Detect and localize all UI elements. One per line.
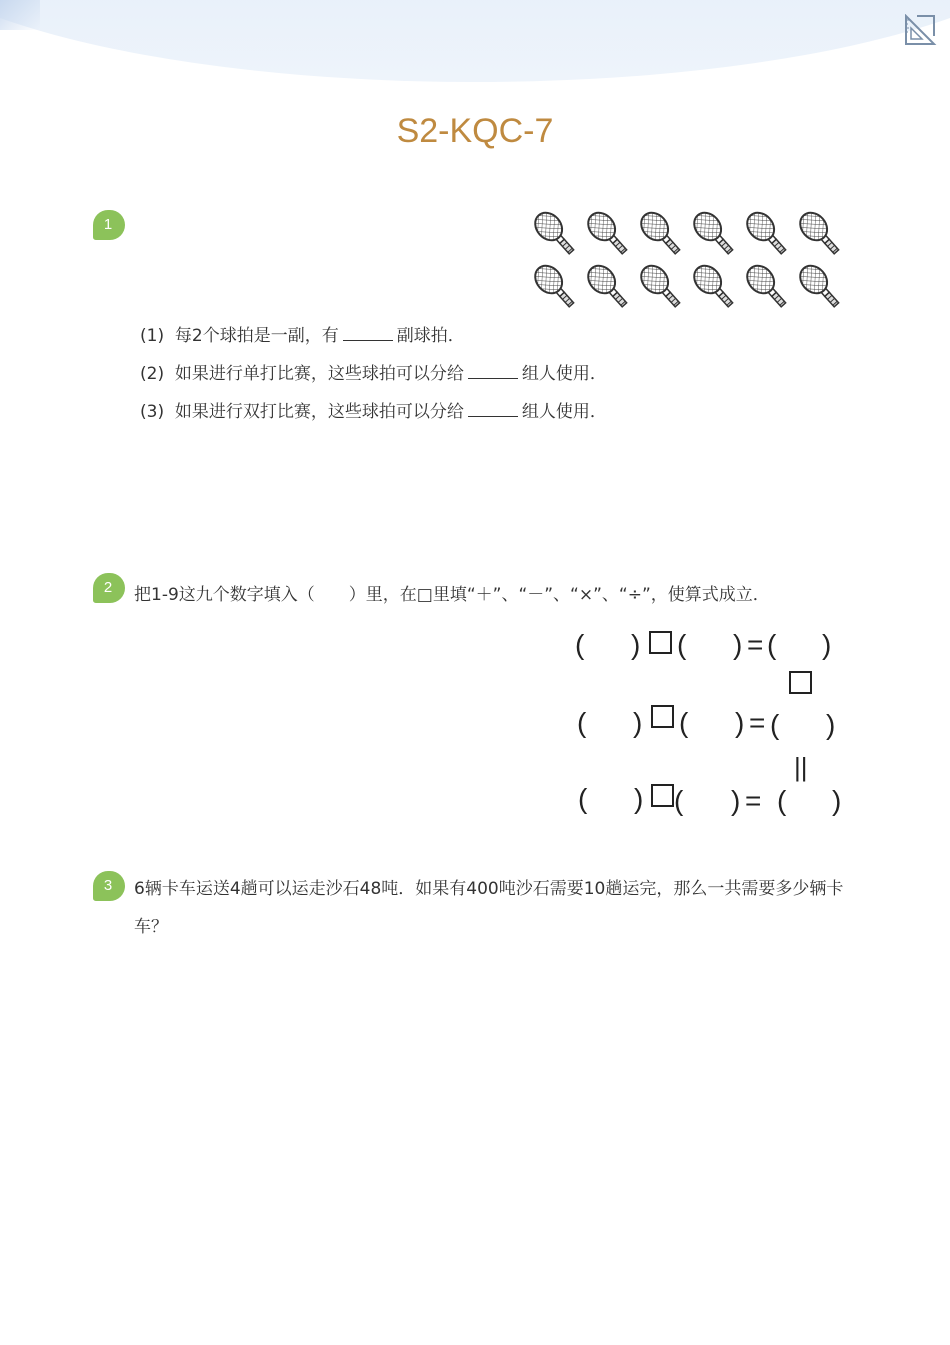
q1-part-1 xyxy=(140,321,465,346)
racket-illustration xyxy=(530,208,850,316)
close-paren: ) xyxy=(631,629,641,660)
tennis-racket-icon xyxy=(689,208,741,260)
answer-blank[interactable] xyxy=(468,402,518,417)
tennis-racket-icon xyxy=(530,208,582,260)
header-corner-shade xyxy=(0,0,40,30)
q2-prompt: 把1-9这九个数字填入（ ）里，在□里填“＋”、“－”、“×”、“÷”，使算式成立． xyxy=(134,585,770,605)
open-paren: ( xyxy=(575,629,585,660)
tennis-racket-icon xyxy=(636,261,688,313)
answer-blank[interactable] xyxy=(468,364,518,379)
equals-sign: = xyxy=(745,785,762,816)
tennis-racket-icon xyxy=(795,208,847,260)
close-paren: ) xyxy=(634,783,644,814)
q1-part-1-number: (1) xyxy=(140,326,165,346)
q1-part-2 xyxy=(140,359,607,384)
open-paren: ( xyxy=(770,709,780,740)
open-paren: ( xyxy=(767,629,777,660)
q1-part-3-number: (3) xyxy=(140,402,165,422)
open-paren: ( xyxy=(677,629,687,660)
close-paren: ) xyxy=(832,785,842,816)
answer-blank[interactable] xyxy=(343,326,393,341)
q1-part-1-text: 每2个球拍是一副，有 xyxy=(174,326,339,346)
operator-box[interactable] xyxy=(651,705,674,728)
q1-part-2-suffix: 组人使用． xyxy=(521,364,607,384)
q3-prompt: 6辆卡车运送4趟可以运走沙石48吨．如果有400吨沙石需要10趟运完，那么一共需要多少辆卡车？ xyxy=(134,879,844,937)
question-2-badge: 2 xyxy=(93,573,125,603)
open-paren: ( xyxy=(674,785,684,816)
tennis-racket-icon xyxy=(583,208,635,260)
tennis-racket-icon xyxy=(742,208,794,260)
equals-sign: = xyxy=(747,629,764,660)
open-paren: ( xyxy=(777,785,787,816)
tennis-racket-icon xyxy=(742,261,794,313)
tennis-racket-icon xyxy=(795,261,847,313)
operator-box[interactable] xyxy=(651,784,674,807)
page-title: S2-KQC-7 xyxy=(396,112,554,150)
close-paren: ) xyxy=(731,785,741,816)
q1-part-2-text: 如果进行单打比赛，这些球拍可以分给 xyxy=(174,364,464,384)
operator-box[interactable] xyxy=(649,631,672,654)
question-3-badge: 3 xyxy=(93,871,125,901)
close-paren: ) xyxy=(733,629,743,660)
close-paren: ) xyxy=(826,709,836,740)
q1-part-3 xyxy=(140,397,607,422)
open-paren: ( xyxy=(578,783,588,814)
question-1-badge: 1 xyxy=(93,210,125,240)
q1-part-3-text: 如果进行双打比赛，这些球拍可以分给 xyxy=(174,402,464,422)
close-paren: ) xyxy=(822,629,832,660)
open-paren: ( xyxy=(577,707,587,738)
close-paren: ) xyxy=(735,707,745,738)
tennis-racket-icon xyxy=(530,261,582,313)
triangle-ruler-icon xyxy=(903,14,937,46)
q1-part-2-number: (2) xyxy=(140,364,165,384)
equals-vertical-mark: || xyxy=(794,752,808,782)
tennis-racket-icon xyxy=(689,261,741,313)
equals-sign: = xyxy=(749,707,766,738)
q1-part-1-suffix: 副球拍． xyxy=(396,326,465,346)
close-paren: ) xyxy=(633,707,643,738)
tennis-racket-icon xyxy=(636,208,688,260)
operator-box[interactable] xyxy=(789,671,812,694)
header-banner xyxy=(0,0,950,82)
open-paren: ( xyxy=(679,707,689,738)
q1-part-3-suffix: 组人使用． xyxy=(521,402,607,422)
tennis-racket-icon xyxy=(583,261,635,313)
